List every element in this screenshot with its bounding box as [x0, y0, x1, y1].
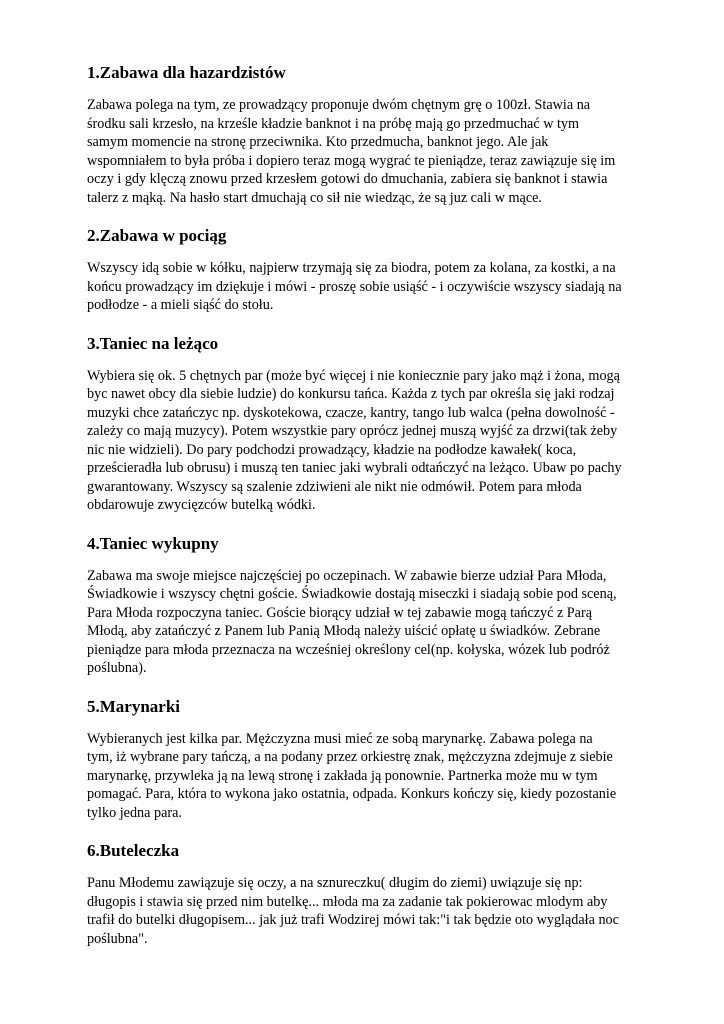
section-title: 2.Zabawa w pociąg	[87, 226, 227, 245]
section-title: 5.Marynarki	[87, 696, 181, 716]
section-6	[87, 840, 647, 948]
section-3	[87, 333, 647, 515]
document-page	[87, 62, 647, 966]
section-body: Zabawa ma swoje miejsce najczęściej po oczepinach. W zabawie bierze udział Para Młoda, Świadkowie i wszyscy chętni goście. Świadkowie dostają miseczki i siadają sobie pod sceną, Para Młoda rozpoczyna taniec. Goście biorący udział w tej zabawie mogą tańczyć z Parą Młodą, aby zatańczyć z Panem lub Panią Młodą należy uiścić opłatę u świadków. Zebrane pieniądze para młoda przeznacza na wcześniej określony cel(np. kołyska, wózek lub podróż poślubna).	[87, 567, 617, 676]
section-body: Zabawa polega na tym, ze prowadzący proponuje dwóm chętnym grę o 100zł. Stawia na środku sali krzesło, na krześle kładzie banknot i na próbę mają go przedmuchać w tym samym momencie na stronę przeciwnika. Kto przedmucha, banknot jego. Ale jak wspomniałem to była próba i dopiero teraz mogą wygrać te pieniądze, teraz zawiązuje się im oczy i gdy klęczą znowu przed krzesłem gotowi do dmuchania, zabiera się banknot i stawia talerz z mąką. Na hasło start dmuchają co sił nie wiedząc, że są juz cali w mące.	[87, 97, 616, 206]
section-5	[87, 696, 647, 823]
section-4	[87, 533, 647, 678]
section-title: 3.Taniec na leżąco	[87, 333, 219, 353]
section-body: Wybiera się ok. 5 chętnych par (może być więcej i nie koniecznie pary jako mąż i żona, mogą byc nawet obcy dla siebie ludzie) do konkursu tańca. Każda z tych par określa się jaki rodzaj muzyki chce zatańczyc np. dyskotekowa, czacze, kantry, tango lub walca (pełna dowolność - zależy co mają muzycy). Potem wszystkie pary oprócz jednej muszą wyjść za drzwi(tak żeby nic nie widzieli). Do pary podchodzi prowadzący, kładzie na podłodze kawałek( koca, prześcieradła lub obrusu) i muszą ten taniec jaki wybrali odtańczyć na leżąco. Ubaw po pachy gwarantowany. Wszyscy są szalenie zdziwieni ale nikt nie odmówił. Potem para młoda obdarowuje zwycięzców butelką wódki.	[87, 367, 622, 513]
section-1	[87, 62, 647, 207]
section-body: Wybieranych jest kilka par. Mężczyzna musi mieć ze sobą marynarkę. Zabawa polega na tym, iż wybrane pary tańczą, a na podany przez orkiestrę znak, mężczyzna zdejmuje z siebie marynarkę, przywleka ją na lewą stronę i zakłada ją ponownie. Partnerka może mu w tym pomagać. Para, która to wykona jako ostatnia, odpada. Konkurs kończy się, kiedy pozostanie tylko jedna para.	[87, 730, 617, 821]
section-body: Wszyscy idą sobie w kółku, najpierw trzymają się za biodra, potem za kolana, za kostki, a na końcu prowadzący im dziękuje i mówi - proszę sobie usiąść - i oczywiście wszyscy siadają na podłodze - a mieli siąść do stołu.	[87, 260, 622, 313]
section-body: Panu Młodemu zawiązuje się oczy, a na sznureczku( długim do ziemi) uwiązuje się np: długopis i stawia się przed nim butelkę... młoda ma za zadanie tak pokierowac mlodym aby trafił do butelki długopisem... jak już trafi Wodzirej mówi tak:"i tak będzie oto wyglądała noc poślubna".	[87, 875, 619, 947]
section-title: 6.Buteleczka	[87, 841, 180, 860]
section-2	[87, 225, 647, 315]
section-title: 1.Zabawa dla hazardzistów	[87, 63, 286, 82]
section-title: 4.Taniec wykupny	[87, 533, 219, 553]
